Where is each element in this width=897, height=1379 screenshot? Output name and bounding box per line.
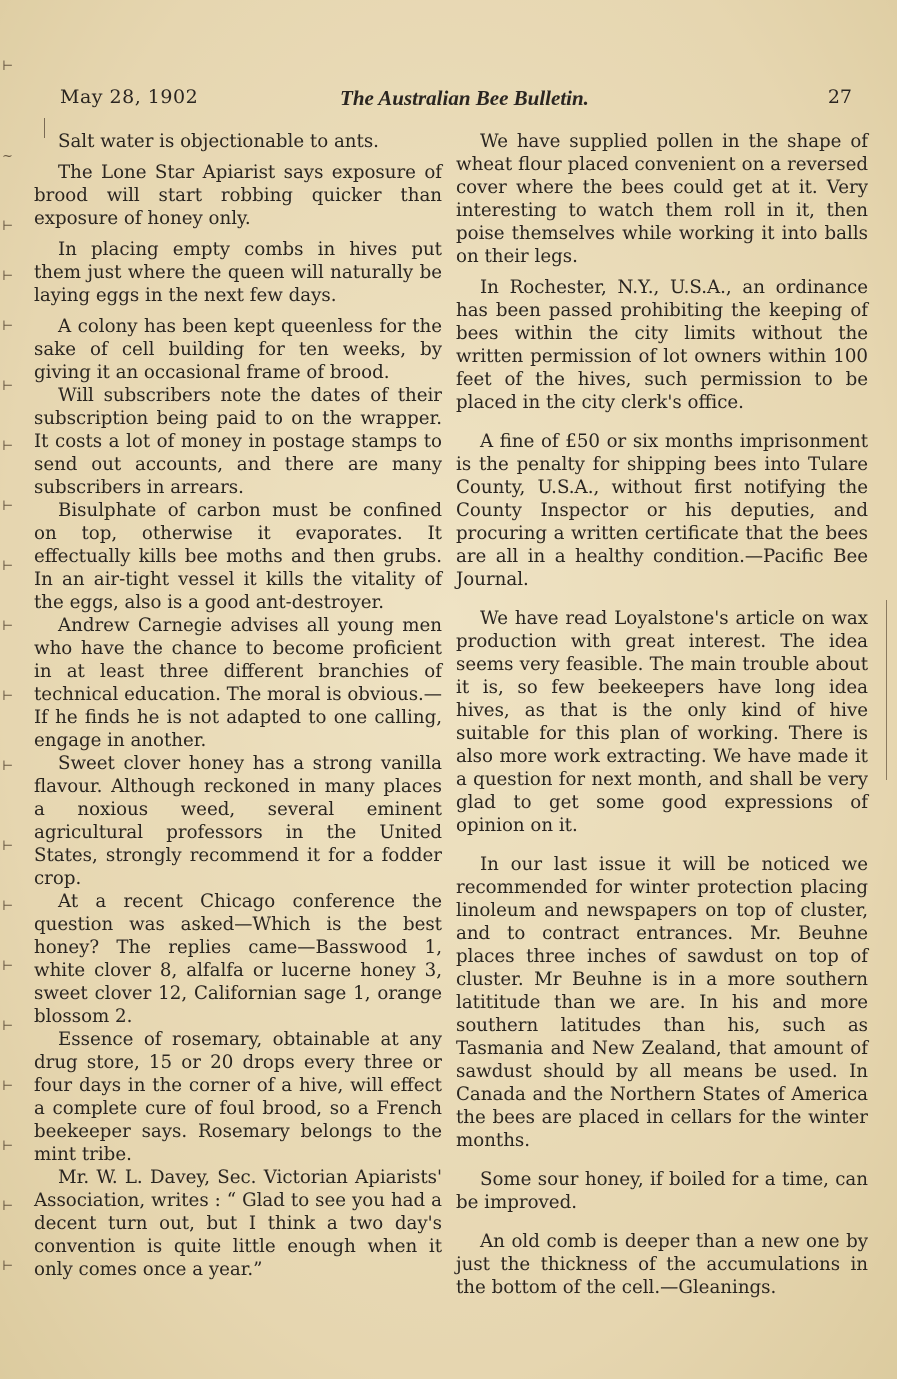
paragraph: In Rochester, N.Y., U.S.A., an ordinance has been passed prohibiting the keeping of bees within the city limits without the written permission of lot owners within 100 feet of the hives, such permission to be placed in the city clerk's office. [456, 277, 868, 413]
paragraph: Mr. W. L. Davey, Sec. Victorian Apiarists' Association, writes : “ Glad to see you had a decent turn out, but I think a two day's convention is quite little enough when it only comes once a year.” [34, 1167, 442, 1280]
paragraph: Essence of rosemary, obtainable at any drug store, 15 or 20 drops every three or four days in the corner of a hive, will effect a complete cure of foul brood, so a French beekeeper says. Rosemary belongs to the mint tribe. [34, 1029, 442, 1165]
paragraph: A fine of £50 or six months imprisonment is the penalty for shipping bees into Tulare County, U.S.A., without first notifying the County Inspector or his deputies, and procuring a written certificate that the bees are all in a healthy condition.—Pacific Bee Journal. [456, 431, 868, 590]
paragraph: An old comb is deeper than a new one by just the thickness of the accumulations in the bottom of the cell.—Gleanings. [456, 1231, 868, 1298]
paragraph: We have read Loyalstone's article on wax production with great interest. The idea seems very feasible. The main trouble about it is, so few beekeepers have long idea hives, as that is the only kind of hive suitable for this plan of working. There is also more work extracting. We have made it a question for next month, and shall be very glad to get some good expressions of opinion on it. [456, 608, 868, 836]
paragraph: At a recent Chicago conference the question was asked—Which is the best honey? The replies came—Basswood 1, white clover 8, alfalfa or lucerne honey 3, sweet clover 12, Californian sage 1, orange blossom 2. [34, 891, 442, 1027]
paragraph: The Lone Star Apiarist says exposure of brood will start robbing quicker than exposure of honey only. [34, 162, 442, 229]
paragraph: Andrew Carnegie advises all young men who have the chance to become proficient in at least three different branchies of technical education. The moral is obvious.—If he finds he is not adapted to one calling, engage in another. [34, 615, 442, 751]
page-header [60, 86, 852, 114]
paragraph: Some sour honey, if boiled for a time, can be improved. [456, 1169, 868, 1213]
publication-title: The Australian Bee Bulletin. [340, 86, 589, 110]
paragraph: Bisulphate of carbon must be confined on top, otherwise it evaporates. It effectually kills bee moths and then grubs. In an air-tight vessel it kills the vitality of the eggs, also is a good ant-destroyer. [34, 500, 442, 613]
right-edge-rule [886, 600, 887, 780]
paragraph: In placing empty combs in hives put them just where the queen will naturally be laying eggs in the next few days. [34, 239, 442, 306]
issue-date: May 28, 1902 [60, 86, 199, 108]
left-column [34, 130, 442, 1281]
right-column [456, 130, 868, 1299]
page-number: 27 [827, 86, 852, 108]
paragraph: Salt water is objectionable to ants. [58, 131, 379, 152]
paragraph: A colony has been kept queenless for the sake of cell building for ten weeks, by giving it an occasional frame of brood. [34, 316, 442, 383]
paragraph: In our last issue it will be noticed we recommended for winter protection placing linoleum and newspapers on top of cluster, and to contract entrances. Mr. Beuhne places three inches of sawdust on top of cluster. Mr Beuhne is in a more southern latititude than we are. In his and more southern latitudes than his, such as Tasmania and New Zealand, that amount of sawdust should by all means be used. In Canada and the Northern States of America the bees are placed in cellars for the winter months. [456, 854, 868, 1151]
margin-marks: ⊢ ~ ⊢ ⊢ ⊢ ⊢ ⊢ ⊢ ⊢ ⊢ ⊢ ⊢ ⊢ ⊢ ⊢ ⊢ ⊢ ⊢ ⊢ ⊢ [2, 59, 14, 1274]
paragraph: Sweet clover honey has a strong vanilla flavour. Although reckoned in many places a noxious weed, several eminent agricultural professors in the United States, strongly recommend it for a fodder crop. [34, 753, 442, 889]
paragraph: We have supplied pollen in the shape of wheat flour placed convenient on a reversed cover where the bees could get at it. Very interesting to watch them roll in it, then poise themselves while working it into balls on their legs. [456, 131, 868, 267]
paragraph: Will subscribers note the dates of their subscription being paid to on the wrapper. It costs a lot of money in postage stamps to send out accounts, and there are many subscribers in arrears. [34, 385, 442, 498]
